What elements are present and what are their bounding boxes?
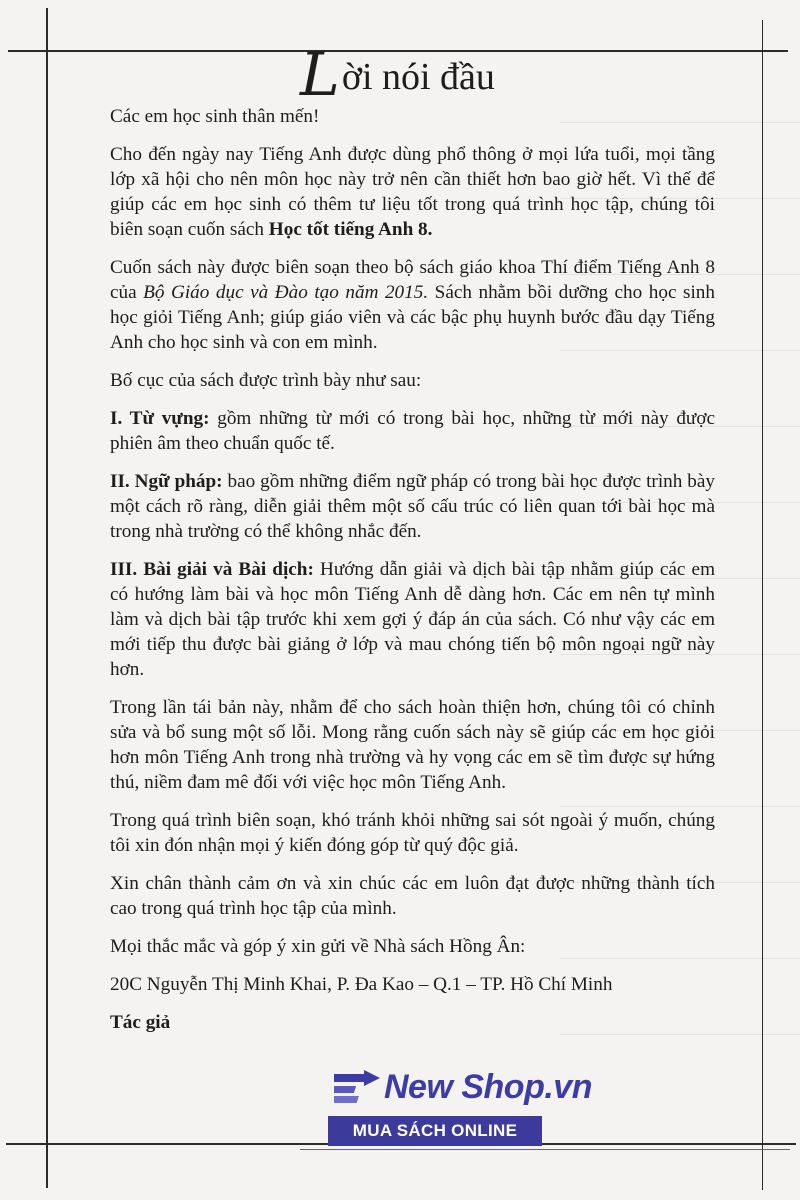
frame-line-left xyxy=(46,8,48,1188)
section-text: Hướng dẫn giải và dịch bài tập nhằm giúp các em có hướng làm bài và học môn Tiếng Anh dễ dàng hơn. Các em nên tự mình làm và dịch bài tập trước khi xem gợi ý đáp án của sách. Có như vậy các em mới tiếp thu được bài giảng ở lớp và mau chóng tiến bộ môn ngoại ngữ này hơn. xyxy=(110,559,715,680)
author-label: Tác giả xyxy=(110,1012,171,1033)
title-initial: L xyxy=(300,40,340,110)
section-label: I. Từ vựng: xyxy=(110,408,210,429)
newshop-logo xyxy=(328,1066,592,1148)
frame-line-bottom-thin xyxy=(300,1149,790,1150)
paragraph-reprint: Trong lần tái bản này, nhằm để cho sách hoàn thiện hơn, chúng tôi có chỉnh sửa và bổ sung một số lỗi. Mong rằng cuốn sách này sẽ giúp các em học giỏi hơn môn Tiếng Anh trong nhà trường và hy vọng các em sẽ tìm được sự hứng thú, niềm đam mê đối với việc học môn Tiếng Anh. xyxy=(110,697,715,793)
title-rest: ời nói đầu xyxy=(341,56,495,98)
section-label: II. Ngữ pháp: xyxy=(110,471,223,492)
contact-line: Mọi thắc mắc và góp ý xin gửi về Nhà sách Hồng Ân: xyxy=(110,936,526,957)
section-label: III. Bài giải và Bài dịch: xyxy=(110,559,314,580)
section-vocabulary xyxy=(110,406,715,456)
greeting: Các em học sinh thân mến! xyxy=(110,106,320,127)
paragraph-source xyxy=(110,255,715,355)
page-title xyxy=(300,40,560,110)
paragraph-intro xyxy=(110,142,715,242)
layout-intro: Bố cục của sách được trình bày như sau: xyxy=(110,370,422,391)
preface-body xyxy=(110,104,715,1048)
book-title: Học tốt tiếng Anh 8. xyxy=(268,219,433,240)
section-text: gồm những từ mới có trong bài học, những từ mới này được phiên âm theo chuẩn quốc tế. xyxy=(110,408,715,454)
publisher-name: Bộ Giáo dục và Đào tạo năm 2015. xyxy=(143,282,429,303)
section-grammar xyxy=(110,469,715,544)
paragraph-intro-text: Cho đến ngày nay Tiếng Anh được dùng phổ thông ở mọi lứa tuổi, mọi tầng lớp xã hội cho nên môn học này trở nên cần thiết hơn bao giờ hết. Vì thế để giúp các em học sinh có thêm tư liệu tốt trong quá trình học tập, chúng tôi biên soạn cuốn sách xyxy=(110,144,715,240)
arrow-logo-icon xyxy=(334,1068,382,1112)
paragraph-feedback: Trong quá trình biên soạn, khó tránh khỏi những sai sót ngoài ý muốn, chúng tôi xin đón nhận mọi ý kiến đóng góp từ quý độc giả. xyxy=(110,810,715,856)
logo-tagline: MUA SÁCH ONLINE xyxy=(328,1116,542,1146)
section-text: bao gồm những điểm ngữ pháp có trong bài học được trình bày một cách rõ ràng, diễn giải thêm một số cấu trúc có liên quan tới bài học mà trong nhà trường có thể không nhắc đến. xyxy=(110,471,715,542)
address-line: 20C Nguyễn Thị Minh Khai, P. Đa Kao – Q.1 – TP. Hồ Chí Minh xyxy=(110,974,613,995)
paragraph-thanks: Xin chân thành cảm ơn và xin chúc các em luôn đạt được những thành tích cao trong quá trình học tập của mình. xyxy=(110,873,715,919)
section-solutions xyxy=(110,557,715,682)
author-signature xyxy=(110,1010,715,1035)
logo-brand: New Shop.vn xyxy=(384,1068,592,1106)
frame-line-right xyxy=(762,20,763,1190)
paragraph-source-text-a: Cuốn sách này được biên soạn theo bộ sách giáo khoa Thí điểm Tiếng Anh 8 của xyxy=(110,257,715,303)
paragraph-source-text-b: Sách nhằm bồi dưỡng cho học sinh học giỏi Tiếng Anh; giúp giáo viên và các bậc phụ huynh bước đầu dạy Tiếng Anh cho học sinh và con em mình. xyxy=(110,282,715,353)
